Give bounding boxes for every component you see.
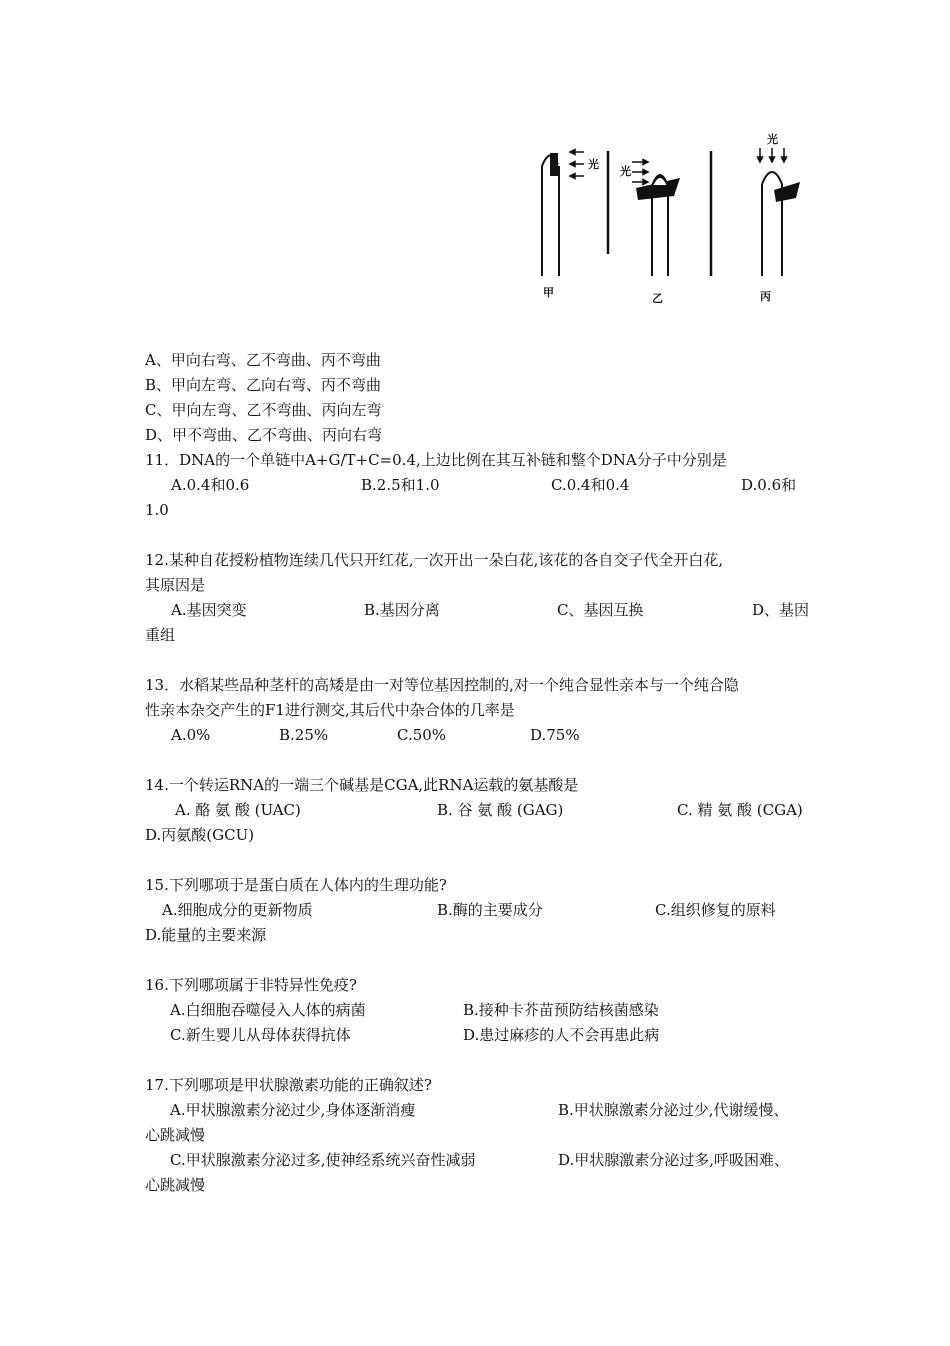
q13-option-c: C.50% bbox=[397, 726, 447, 744]
panel-bing-seedling bbox=[762, 172, 800, 276]
phototropism-diagram bbox=[528, 126, 818, 316]
q12-stem-line1: 12.某种自花授粉植物连续几代只开红花,一次开出一朵白花,该花的各自交子代全开白花, bbox=[145, 551, 724, 569]
q14-stem: 14.一个转运RNA的一端三个碱基是CGA,此RNA运载的氨基酸是 bbox=[145, 776, 579, 794]
q10-option-d: D、甲不弯曲、乙不弯曲、丙向右弯 bbox=[145, 426, 383, 444]
q12-option-c: C、基因互换 bbox=[557, 601, 644, 619]
q16-option-a: A.白细胞吞噬侵入人体的病菌 bbox=[170, 1001, 366, 1019]
q13-option-d: D.75% bbox=[530, 726, 580, 744]
q16-option-c: C.新生婴儿从母体获得抗体 bbox=[170, 1026, 351, 1044]
q15-stem: 15.下列哪项于是蛋白质在人体内的生理功能? bbox=[145, 876, 447, 894]
q12-option-a: A.基因突变 bbox=[171, 601, 247, 619]
q15-option-a: A.细胞成分的更新物质 bbox=[162, 901, 313, 919]
q16-option-b: B.接种卡芥苗预防结核菌感染 bbox=[463, 1001, 659, 1019]
q13-stem-line2: 性亲本杂交产生的F1进行测交,其后代中杂合体的几率是 bbox=[145, 701, 515, 719]
panel-label-yi: 乙 bbox=[652, 292, 663, 305]
q12-stem-line2: 其原因是 bbox=[145, 576, 206, 594]
q16-option-d: D.患过麻疹的人不会再患此病 bbox=[463, 1026, 660, 1044]
panel-label-jia: 甲 bbox=[543, 286, 554, 299]
panel-bing-light-arrows bbox=[758, 148, 787, 162]
q13-option-b: B.25% bbox=[279, 726, 329, 744]
phototropism-figure bbox=[528, 126, 818, 316]
panel-yi-seedling bbox=[636, 175, 680, 276]
panel-yi-light-arrows bbox=[632, 160, 648, 185]
q17-option-c: C.甲状腺激素分泌过多,使神经系统兴奋性减弱 bbox=[170, 1151, 476, 1169]
q13-option-a: A.0% bbox=[171, 726, 211, 744]
q15-option-b: B.酶的主要成分 bbox=[437, 901, 543, 919]
q13-stem-line1: 13．水稻某些品种茎杆的高矮是由一对等位基因控制的,对一个纯合显性亲本与一个纯合隐 bbox=[145, 676, 739, 694]
q15-option-d: D.能量的主要来源 bbox=[145, 926, 267, 944]
q12-option-d: D、基因 bbox=[752, 601, 810, 619]
q17-option-a: A.甲状腺激素分泌过少,身体逐渐消瘦 bbox=[170, 1101, 416, 1119]
panel-label-bing: 丙 bbox=[760, 290, 771, 303]
q12-option-d-wrap: 重组 bbox=[145, 626, 176, 644]
q14-option-d: D.丙氨酸(GCU) bbox=[145, 826, 255, 844]
q11-stem: 11．DNA的一个单链中A+G/T+C=0.4,上边比例在其互补链和整个DNA分子中分别是 bbox=[145, 451, 727, 469]
q12-option-b: B.基因分离 bbox=[364, 601, 440, 619]
q10-option-c: C、甲向左弯、乙不弯曲、丙向左弯 bbox=[145, 401, 382, 419]
q14-option-a: A. 酪 氨 酸 (UAC) bbox=[175, 801, 301, 819]
q14-option-c: C. 精 氨 酸 (CGA) bbox=[677, 801, 803, 819]
q17-stem: 17.下列哪项是甲状腺激素功能的正确叙述? bbox=[145, 1076, 432, 1094]
q14-option-b: B. 谷 氨 酸 (GAG) bbox=[437, 801, 564, 819]
q17-option-d-wrap: 心跳减慢 bbox=[145, 1176, 206, 1194]
q10-option-b: B、甲向左弯、乙向右弯、丙不弯曲 bbox=[145, 376, 382, 394]
panel-jia-light-label: 光 bbox=[588, 158, 599, 171]
q17-option-b: B.甲状腺激素分泌过少,代谢缓慢、 bbox=[558, 1101, 789, 1119]
panel-jia-seedling bbox=[542, 153, 559, 276]
q11-option-a: A.0.4和0.6 bbox=[171, 476, 250, 494]
q11-option-b: B.2.5和1.0 bbox=[361, 476, 440, 494]
q11-option-c: C.0.4和0.4 bbox=[551, 476, 630, 494]
q15-option-c: C.组织修复的原料 bbox=[655, 901, 776, 919]
q17-option-b-wrap: 心跳减慢 bbox=[145, 1126, 206, 1144]
q16-stem: 16.下列哪项属于非特异性免疫? bbox=[145, 976, 357, 994]
q10-option-a: A、甲向右弯、乙不弯曲、丙不弯曲 bbox=[145, 351, 381, 369]
q11-option-d-wrap: 1.0 bbox=[145, 501, 169, 519]
q17-option-d: D.甲状腺激素分泌过多,呼吸困难、 bbox=[558, 1151, 790, 1169]
q11-option-d: D.0.6和 bbox=[741, 476, 797, 494]
panel-jia-light-arrows bbox=[570, 150, 584, 179]
panel-bing-light-label: 光 bbox=[767, 133, 778, 146]
panel-yi-light-label: 光 bbox=[620, 165, 631, 178]
